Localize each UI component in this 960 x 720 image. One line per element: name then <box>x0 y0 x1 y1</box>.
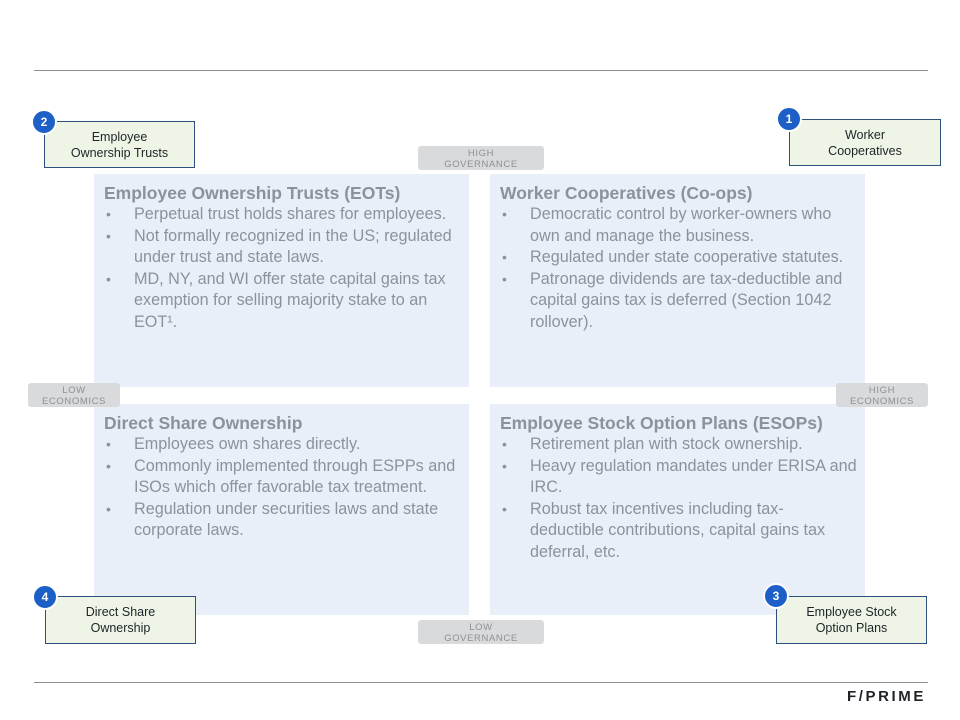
quadrant-title: Worker Cooperatives (Co-ops) <box>500 183 753 203</box>
bullet-item: • Commonly implemented through ESPPs and ISOs which offer favorable tax treatment. <box>104 456 461 499</box>
callout-line: Ownership Trusts <box>70 145 169 160</box>
callout-line: Direct Share <box>85 605 156 619</box>
bullet-item: • Employees own shares directly. <box>104 434 461 456</box>
axis-label-low-economics <box>28 383 120 407</box>
callout-line: Employee <box>91 129 148 144</box>
number-badge-3: 3 <box>763 583 789 609</box>
quadrant-title: Direct Share Ownership <box>104 413 303 433</box>
bottom-divider <box>34 682 928 683</box>
number-badge-4: 4 <box>32 584 58 610</box>
axis-label-line: GOVERNANCE <box>444 632 518 644</box>
axis-label-line: LOW <box>62 384 86 396</box>
callout-line: Worker <box>844 127 886 142</box>
bullet-list <box>104 204 461 333</box>
callout-line: Employee Stock <box>806 605 897 619</box>
axis-label-line: LOW <box>469 621 493 633</box>
quadrant-title: Employee Stock Option Plans (ESOPs) <box>500 413 823 433</box>
callout-line: Option Plans <box>815 621 888 635</box>
callout-line: Cooperatives <box>828 143 902 158</box>
axis-label-high-economics <box>836 383 928 407</box>
quadrant-direct-share-ownership <box>94 404 469 615</box>
bullet-item: • Not formally recognized in the US; regulated under trust and state laws. <box>104 226 461 269</box>
callout-worker-cooperatives <box>789 119 941 166</box>
axis-label-line: HIGH <box>868 384 896 396</box>
bullet-item: • Democratic control by worker-owners who own and manage the business. <box>500 204 857 247</box>
top-divider <box>34 70 928 71</box>
callout-line: Ownership <box>90 621 151 635</box>
bullet-item: • Heavy regulation mandates under ERISA and IRC. <box>500 456 857 499</box>
number-badge-1: 1 <box>776 106 802 132</box>
bullet-list <box>104 434 461 542</box>
fprime-logo: F/PRIME <box>846 688 926 705</box>
bullet-list <box>500 204 857 333</box>
quadrant-title: Employee Ownership Trusts (EOTs) <box>104 183 401 203</box>
bullet-item: • Regulation under securities laws and state corporate laws. <box>104 499 461 542</box>
axis-label-line: HIGH <box>467 147 495 159</box>
bullet-item: • Robust tax incentives including tax-deductible contributions, capital gains tax deferral, etc. <box>500 499 857 564</box>
axis-label-high-governance <box>418 146 544 170</box>
bullet-item: • Regulated under state cooperative statutes. <box>500 247 857 269</box>
quadrant-employee-ownership-trusts <box>94 174 469 387</box>
bullet-list <box>500 434 857 563</box>
callout-employee-ownership-trusts <box>44 121 195 168</box>
bullet-item: • Retirement plan with stock ownership. <box>500 434 857 456</box>
callout-direct-share-ownership <box>45 596 196 644</box>
axis-label-low-governance <box>418 620 544 644</box>
bullet-item: • MD, NY, and WI offer state capital gains tax exemption for selling majority stake to an EOT¹. <box>104 269 461 334</box>
callout-employee-stock-option-plans <box>776 596 927 644</box>
quadrant-worker-cooperatives <box>490 174 865 387</box>
bullet-item: • Perpetual trust holds shares for employees. <box>104 204 461 226</box>
axis-label-line: ECONOMICS <box>42 395 106 407</box>
bullet-item: • Patronage dividends are tax-deductible and capital gains tax is deferred (Section 1042 rollover). <box>500 269 857 334</box>
axis-label-line: ECONOMICS <box>850 395 914 407</box>
number-badge-2: 2 <box>31 109 57 135</box>
axis-label-line: GOVERNANCE <box>444 158 518 170</box>
quadrant-employee-stock-option-plans <box>490 404 865 615</box>
